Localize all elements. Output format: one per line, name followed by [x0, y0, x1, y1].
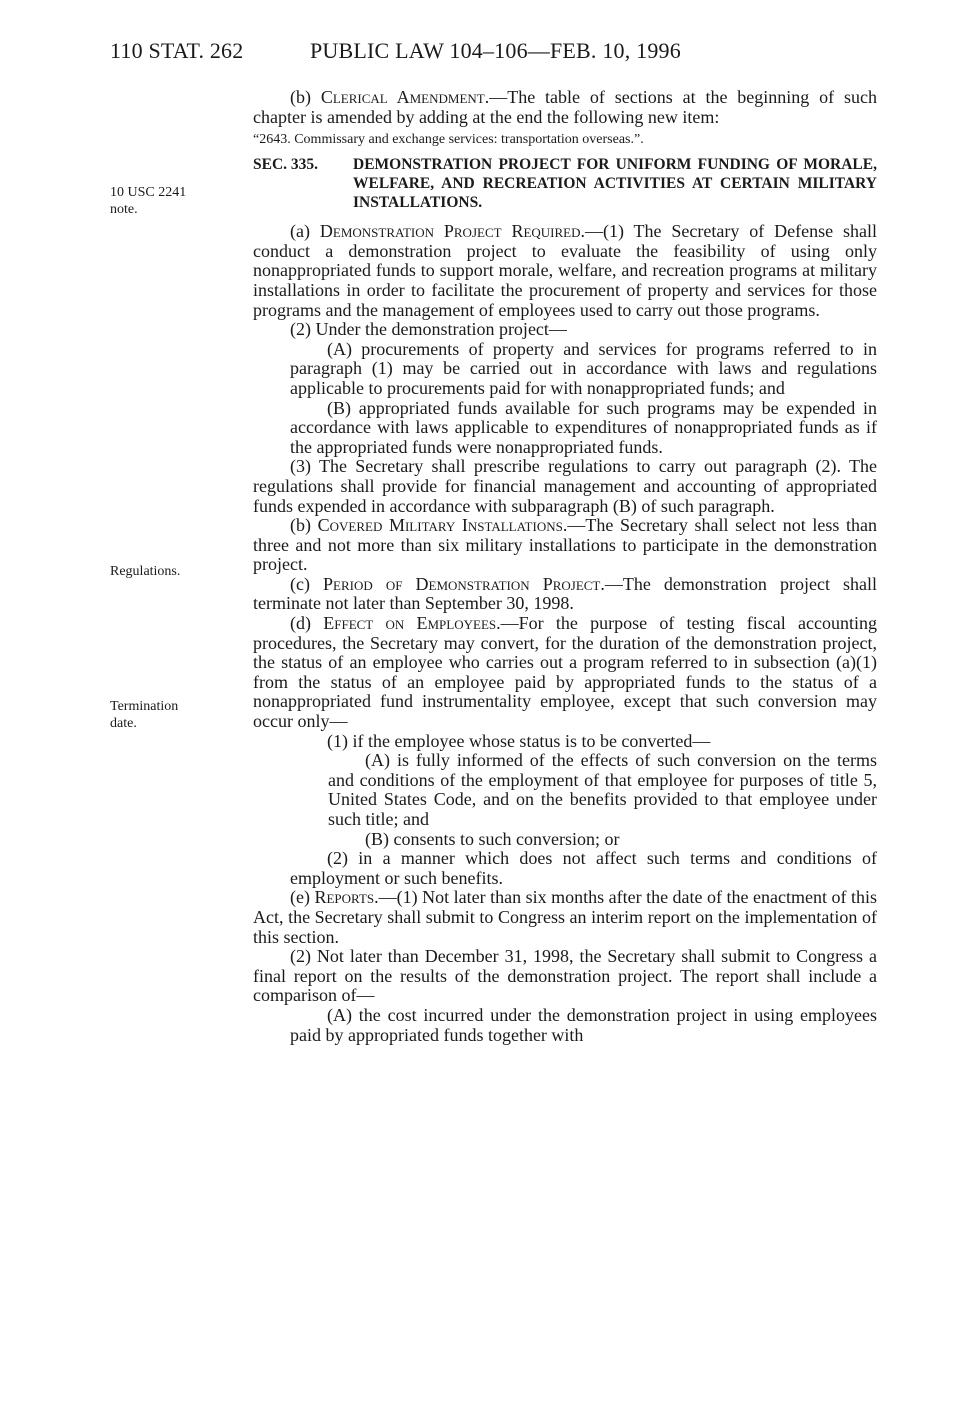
subsection-c-text: .—The demonstration project shall terminate not later than September 30, 1998. — [253, 573, 877, 614]
table-of-sections-item: “2643. Commissary and exchange services: transportation overseas.”. — [253, 132, 644, 148]
margin-note-usc — [110, 184, 230, 218]
margin-note-termination-line1: Termination — [110, 699, 179, 714]
section-title: DEMONSTRATION PROJECT FOR UNIFORM FUNDING OF MORALE, WELFARE, AND RECREATION ACTIVITIES AT CERTAIN MILITARY INSTALLATIONS. — [353, 156, 877, 212]
subsection-a-2-B: (B) appropriated funds available for such programs may be expended in accordance with laws applicable to expenditures of nonappropriated funds as if the appropriated funds were nonappropriated funds. — [290, 397, 877, 457]
clerical-amendment-paragraph — [253, 88, 877, 127]
subsection-d — [253, 614, 877, 732]
margin-note-usc-line1: 10 USC 2241 — [110, 185, 187, 200]
subsection-b-text: .—The Secretary shall select not less than three and not more than six military installations to participate in the demonstration project. — [253, 515, 877, 575]
margin-note-usc-line2: note. — [110, 202, 138, 217]
subsection-e-label: (e) — [290, 887, 315, 908]
stat-page-number: 110 STAT. 262 — [110, 38, 244, 63]
margin-note-termination — [110, 698, 230, 732]
section-number: SEC. 335. — [253, 156, 319, 174]
subsection-c — [253, 575, 877, 614]
subsection-a-label: (a) — [290, 221, 320, 242]
subsection-a — [253, 222, 877, 320]
subsection-a-heading: Demonstration Project Required — [319, 221, 581, 242]
section-heading — [253, 155, 877, 212]
subsection-e-paragraph-2: (2) Not later than December 31, 1998, the Secretary shall submit to Congress a final report on the results of the demonstration project. The report shall include a comparison of— — [253, 946, 877, 1006]
subsection-d-paragraph-1: (1) if the employee whose status is to be converted— — [327, 730, 711, 751]
subsection-d-1-A: (A) is fully informed of the effects of such conversion on the terms and conditions of the employment of that employee for purposes of title 5, United States Code, and on the benefits provided to that employee under such title; and — [328, 750, 877, 829]
subsection-e-text: .—(1) Not later than six months after the date of the enactment of this Act, the Secretary shall submit to Congress an interim report on the implementation of this section. — [253, 887, 877, 947]
subsection-c-heading: Period of Demonstration Project — [323, 573, 601, 594]
margin-note-regulations — [110, 563, 230, 580]
subsection-e — [253, 888, 877, 947]
subsection-b-label: (b) — [290, 515, 318, 536]
subsection-a-paragraph-3: (3) The Secretary shall prescribe regulations to carry out paragraph (2). The regulations shall provide for financial management and accounting of appropriated funds expended in accordance with subparagraph (B) of such paragraph. — [253, 456, 877, 516]
margin-note-regulations-text: Regulations. — [110, 564, 181, 579]
subsection-d-paragraph-2: (2) in a manner which does not affect such terms and conditions of employment or such benefits. — [290, 848, 877, 888]
public-law-title: PUBLIC LAW 104–106—FEB. 10, 1996 — [310, 38, 681, 63]
clerical-amendment-label: (b) — [290, 87, 321, 107]
subsection-c-label: (c) — [290, 573, 324, 594]
subsection-d-1-B: (B) consents to such conversion; or — [365, 828, 620, 849]
subsection-d-heading: Effect on Employees — [323, 613, 497, 634]
subsection-b-heading: Covered Military Installations — [317, 515, 563, 536]
clerical-amendment-text: .—The table of sections at the beginning of such chapter is amended by adding at the end the following new item: — [253, 87, 877, 127]
subsection-d-label: (d) — [290, 613, 324, 634]
clerical-amendment-heading: Clerical Amendment — [320, 87, 485, 107]
subsection-a-2-A: (A) procurements of property and services for programs referred to in paragraph (1) may be carried out in accordance with laws and regulations applicable to procurements paid for with nonappropriated funds; and — [290, 338, 877, 398]
subsection-e-heading: Reports — [314, 887, 375, 908]
subsection-e-2-A: (A) the cost incurred under the demonstration project in using employees paid by appropriated funds together with — [290, 1004, 877, 1045]
subsection-b — [253, 516, 877, 575]
document-body — [253, 88, 877, 1045]
margin-note-termination-line2: date. — [110, 716, 137, 731]
subsection-a-paragraph-2: (2) Under the demonstration project— — [290, 319, 567, 340]
subsection-a-text: .—(1) The Secretary of Defense shall conduct a demonstration project to evaluate the feasibility of using only nonappropriated funds to support morale, welfare, and recreation programs at military installations in order to facilitate the procurement of property and services for those programs and the management of employees used to carry out those programs. — [253, 221, 877, 320]
subsection-d-text: .—For the purpose of testing fiscal accounting procedures, the Secretary may convert, for the duration of the demonstration project, the status of an employee who carries out a program referred to in subsection (a)(1) from the status of an employee paid by appropriated funds to the status of a nonappropriated fund instrumentality employee, except that such conversion may occur only— — [253, 613, 877, 732]
